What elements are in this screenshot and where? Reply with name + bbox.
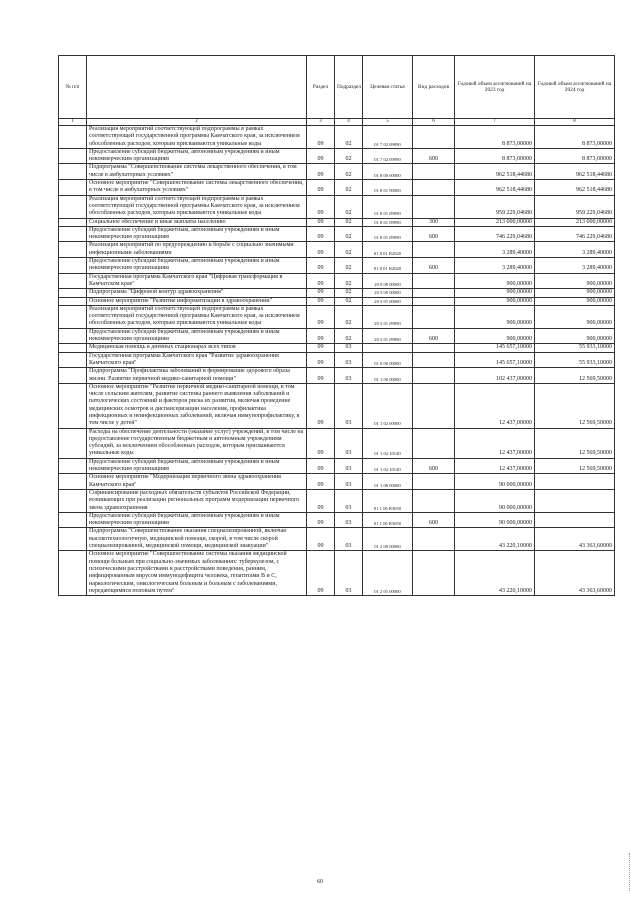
table-row (59, 528, 615, 551)
cell-target: 01 1 02 00000 (363, 383, 413, 428)
cell-name: Предоставление субсидий бюджетным, автономным учреждениям и иным некоммерческим организациям (87, 148, 307, 164)
cell-num (59, 383, 87, 428)
table-row (59, 195, 615, 218)
cell-target: 01 0 00 00000 (363, 352, 413, 368)
cell-vol2024: 8 873,00000 (535, 126, 615, 149)
cell-vid: 600 (413, 512, 455, 528)
cell-vid (413, 195, 455, 218)
cell-name: Расходы на обеспечение деятельности (оказание услуг) учреждений, в том числе на предоставление государственным бюджетным и автономным учреждениям субсидий, за исключением обособленных расходов, которым присваиваются уникальные коды (87, 428, 307, 458)
cell-podrazdel: 02 (335, 180, 363, 196)
cell-podrazdel: 02 (335, 226, 363, 242)
cell-vid (413, 474, 455, 490)
table-header (59, 56, 615, 126)
cell-vol2023: 12 437,00000 (455, 383, 535, 428)
cell-target: 01 1 06 R3650 (363, 489, 413, 512)
table-row (59, 218, 615, 226)
cell-num (59, 297, 87, 305)
cell-vol2023: 12 437,00000 (455, 458, 535, 474)
cell-vid (413, 305, 455, 328)
cell-vol2023: 213 000,00000 (455, 218, 535, 226)
cell-razdel: 09 (307, 218, 335, 226)
col-number: 2 (87, 119, 307, 126)
cell-vol2024: 43 363,60000 (535, 528, 615, 551)
cell-vid (413, 164, 455, 180)
col-number: 6 (413, 119, 455, 126)
cell-name: Реализация мероприятий по предупреждению и борьбе с социально значимыми инфекционными заболеваниями (87, 242, 307, 258)
cell-razdel: 09 (307, 528, 335, 551)
table-row (59, 226, 615, 242)
cell-razdel: 09 (307, 551, 335, 596)
cell-num (59, 528, 87, 551)
cell-target: 01 8 01 09990 (363, 195, 413, 218)
cell-name: Реализация мероприятий соответствующей подпрограммы в рамках соответствующей государственной программы Камчатского края, за исключением обособленных расходов, которым присваиваются уникальные коды (87, 126, 307, 149)
cell-vol2023: 90 000,00000 (455, 512, 535, 528)
cell-podrazdel: 03 (335, 474, 363, 490)
cell-podrazdel: 02 (335, 218, 363, 226)
cell-num (59, 474, 87, 490)
cell-name: Предоставление субсидий бюджетным, автономным учреждениям и иным некоммерческим организациям (87, 328, 307, 344)
table-row (59, 297, 615, 305)
cell-vol2023: 962 518,44680 (455, 180, 535, 196)
cell-razdel: 09 (307, 352, 335, 368)
cell-vid (413, 297, 455, 305)
cell-vid: 600 (413, 458, 455, 474)
cell-name: Основное мероприятие "Совершенствование системы оказания медицинской помощи больным при социально-значимых заболеваниях: туберкулезом, с психическими расстройствами и расстройствами поведения, ранним, инфицированным вирусом иммунодефицита человека, гепатитами В и С, наркологическим, онкологическим больным и больным с заболеваниями, передающимися половым путем" (87, 551, 307, 596)
table-row (59, 328, 615, 344)
cell-vol2024: 900,00000 (535, 273, 615, 289)
cell-vid (413, 180, 455, 196)
table-row (59, 551, 615, 596)
table-row (59, 148, 615, 164)
table-row (59, 242, 615, 258)
cell-razdel: 09 (307, 428, 335, 458)
cell-vid (413, 383, 455, 428)
cell-podrazdel: 02 (335, 195, 363, 218)
cell-vol2024: 900,00000 (535, 289, 615, 297)
cell-podrazdel: 03 (335, 528, 363, 551)
cell-vid (413, 489, 455, 512)
cell-target: 01 1 02 10140 (363, 428, 413, 458)
col-vid: Вид расходов (413, 56, 455, 119)
cell-vol2023: 8 873,00000 (455, 148, 535, 164)
table-row (59, 164, 615, 180)
cell-name: Предоставление субсидий бюджетным, автономным учреждениям и иным некоммерческим организациям (87, 258, 307, 274)
cell-vol2024: 12 569,50000 (535, 428, 615, 458)
cell-vid (413, 528, 455, 551)
cell-name: Основное мероприятие "Совершенствование системы лекарственного обеспечения, в том числе в амбулаторных условиях" (87, 180, 307, 196)
cell-razdel: 09 (307, 489, 335, 512)
cell-vol2024 (535, 474, 615, 490)
cell-razdel: 09 (307, 344, 335, 352)
cell-vol2024: 43 363,60000 (535, 551, 615, 596)
cell-razdel: 09 (307, 273, 335, 289)
col-number: 8 (535, 119, 615, 126)
cell-podrazdel: 02 (335, 148, 363, 164)
cell-num (59, 126, 87, 149)
table-row (59, 352, 615, 368)
budget-table-sheet (58, 55, 614, 596)
cell-podrazdel: 02 (335, 328, 363, 344)
table-row (59, 305, 615, 328)
cell-name: Основное мероприятие "Развитие первичной медико-санитарной помощи, в том числе сельским жителям, развитие системы раннего выявления заболеваний и патологических состояний и факторов риска их развития, включая проведение медицинских осмотров и диспансеризации населения, профилактика инфекционных и неинфекционных заболеваний, включая иммунопрофилактику, в том числе у детей" (87, 383, 307, 428)
cell-num (59, 148, 87, 164)
table-body (59, 126, 615, 596)
cell-podrazdel: 03 (335, 551, 363, 596)
cell-vol2023: 43 220,10000 (455, 551, 535, 596)
cell-target: 20 3 01 09990 (363, 305, 413, 328)
cell-podrazdel: 02 (335, 242, 363, 258)
cell-razdel: 09 (307, 458, 335, 474)
cell-num (59, 242, 87, 258)
cell-podrazdel: 02 (335, 273, 363, 289)
cell-razdel: 09 (307, 474, 335, 490)
cell-vol2024: 962 518,44680 (535, 180, 615, 196)
cell-target: 01 7 02 09990 (363, 148, 413, 164)
cell-name: Основное мероприятие "Модернизация первичного звена здравоохранения Камчатского края" (87, 474, 307, 490)
cell-vol2024: 8 873,00000 (535, 148, 615, 164)
cell-vol2023: 145 657,10000 (455, 344, 535, 352)
cell-vol2023: 145 657,10000 (455, 352, 535, 368)
cell-num (59, 328, 87, 344)
cell-vol2023: 102 437,00000 (455, 368, 535, 384)
cell-name: Реализация мероприятий соответствующей подпрограммы в рамках соответствующей государственной программы Камчатского края, за исключением обособленных расходов, которым присваиваются уникальные коды (87, 195, 307, 218)
cell-target (363, 344, 413, 352)
col-number: 1 (59, 119, 87, 126)
cell-razdel: 09 (307, 148, 335, 164)
cell-razdel: 09 (307, 126, 335, 149)
cell-vid (413, 551, 455, 596)
cell-vol2024: 746 229,04680 (535, 226, 615, 242)
cell-target: 01 2 01 00000 (363, 551, 413, 596)
cell-podrazdel: 03 (335, 368, 363, 384)
budget-table (58, 55, 615, 596)
cell-vid (413, 289, 455, 297)
cell-razdel: 09 (307, 195, 335, 218)
cell-target: 20 0 00 00000 (363, 273, 413, 289)
cell-num (59, 273, 87, 289)
cell-vid (413, 126, 455, 149)
cell-vol2024: 900,00000 (535, 328, 615, 344)
cell-name: Софинансирование расходных обязательств субъектов Российской Федерации, возникающих при реализации региональных программ модернизации первичного звена здравоохранения (87, 489, 307, 512)
cell-num (59, 352, 87, 368)
cell-target: 20 3 01 00000 (363, 297, 413, 305)
cell-num (59, 195, 87, 218)
cell-vol2023: 8 873,00000 (455, 126, 535, 149)
cell-name: Подпрограмма "Цифровой контур здравоохранения" (87, 289, 307, 297)
cell-razdel: 09 (307, 258, 335, 274)
cell-vid (413, 368, 455, 384)
cell-vol2024: 12 569,50000 (535, 383, 615, 428)
table-row (59, 273, 615, 289)
table-row (59, 126, 615, 149)
col-number: 5 (363, 119, 413, 126)
cell-vol2023: 900,00000 (455, 289, 535, 297)
col-number: 3 (307, 119, 335, 126)
col-number: 4 (335, 119, 363, 126)
cell-target: 01 8 00 00000 (363, 164, 413, 180)
cell-podrazdel: 03 (335, 512, 363, 528)
cell-vid: 600 (413, 328, 455, 344)
cell-target: 01 1 00 00000 (363, 368, 413, 384)
cell-name: Подпрограмма "Совершенствование системы лекарственного обеспечения, в том числе в амбулаторных условиях" (87, 164, 307, 180)
cell-razdel: 09 (307, 242, 335, 258)
cell-vol2023: 90 000,00000 (455, 474, 535, 490)
cell-target: 01 2 00 00000 (363, 528, 413, 551)
cell-target: 01 8 01 R2020 (363, 258, 413, 274)
cell-num (59, 551, 87, 596)
cell-target: 01 1 06 00000 (363, 474, 413, 490)
cell-vid: 600 (413, 258, 455, 274)
cell-vol2023: 12 437,00000 (455, 428, 535, 458)
cell-vol2024: 3 289,40000 (535, 258, 615, 274)
cell-vol2024: 900,00000 (535, 305, 615, 328)
cell-name: Предоставление субсидий бюджетным, автономным учреждениям и иным некоммерческим организациям (87, 226, 307, 242)
cell-vol2023: 90 000,00000 (455, 489, 535, 512)
cell-vid: 600 (413, 148, 455, 164)
cell-target: 01 8 01 00000 (363, 180, 413, 196)
cell-num (59, 289, 87, 297)
col-name (87, 56, 307, 119)
cell-name: Предоставление субсидий бюджетным, автономным учреждениям и иным некоммерческим организациям (87, 512, 307, 528)
cell-razdel: 09 (307, 226, 335, 242)
cell-vol2024: 959 229,04680 (535, 195, 615, 218)
cell-name: Государственная программа Камчатского края "Цифровая трансформация в Камчатском крае" (87, 273, 307, 289)
cell-num (59, 368, 87, 384)
col-vol2024: Годовой объем ассигнований на 2024 год (535, 56, 615, 119)
cell-podrazdel: 02 (335, 305, 363, 328)
table-row (59, 383, 615, 428)
cell-num (59, 512, 87, 528)
cell-name: Предоставление субсидий бюджетным, автономным учреждениям и иным некоммерческим организациям (87, 458, 307, 474)
cell-vol2024: 55 933,10000 (535, 344, 615, 352)
cell-vid: 600 (413, 226, 455, 242)
cell-target: 01 8 01 R2020 (363, 242, 413, 258)
page-number: 60 (317, 879, 323, 885)
cell-podrazdel: 03 (335, 383, 363, 428)
cell-num (59, 218, 87, 226)
table-row (59, 289, 615, 297)
cell-target: 20 3 00 00000 (363, 289, 413, 297)
cell-vol2024 (535, 512, 615, 528)
table-row (59, 258, 615, 274)
cell-vol2023: 959 229,04680 (455, 195, 535, 218)
cell-vol2024: 12 569,50000 (535, 458, 615, 474)
cell-razdel: 09 (307, 328, 335, 344)
cell-name: Социальное обеспечение и иные выплаты населению (87, 218, 307, 226)
table-row (59, 458, 615, 474)
table-row (59, 344, 615, 352)
cell-vid (413, 242, 455, 258)
cell-vol2024: 962 518,44680 (535, 164, 615, 180)
cell-vol2023: 900,00000 (455, 305, 535, 328)
col-razdel: Раздел (307, 56, 335, 119)
cell-razdel: 09 (307, 164, 335, 180)
table-row (59, 180, 615, 196)
cell-vol2024: 12 569,50000 (535, 368, 615, 384)
cell-podrazdel: 02 (335, 297, 363, 305)
cell-vol2023: 900,00000 (455, 273, 535, 289)
edge-scan-mark (629, 853, 635, 891)
cell-podrazdel: 02 (335, 164, 363, 180)
cell-num (59, 428, 87, 458)
cell-target: 01 7 02 09990 (363, 126, 413, 149)
cell-vid (413, 352, 455, 368)
cell-razdel: 09 (307, 180, 335, 196)
cell-name: Подпрограмма "Совершенствование оказания специализированной, включая высокотехнологичную, медицинской помощи, скорой, в том числе скорой специализированной, медицинской помощи, медицинской эвакуации" (87, 528, 307, 551)
cell-vid (413, 428, 455, 458)
col-target: Целевая статья (363, 56, 413, 119)
cell-razdel: 09 (307, 289, 335, 297)
table-row (59, 489, 615, 512)
cell-num (59, 180, 87, 196)
cell-vol2024: 900,00000 (535, 297, 615, 305)
cell-num (59, 258, 87, 274)
cell-razdel: 09 (307, 297, 335, 305)
cell-target: 20 3 01 09990 (363, 328, 413, 344)
cell-vid: 300 (413, 218, 455, 226)
column-numbers-row (59, 119, 615, 126)
cell-name: Государственная программа Камчатского края "Развитие здравоохранения Камчатского края" (87, 352, 307, 368)
cell-vol2023: 962 518,44680 (455, 164, 535, 180)
cell-vol2024: 3 289,40000 (535, 242, 615, 258)
cell-name: Подпрограмма "Профилактика заболеваний и формирование здорового образа жизни. Развитие первичной медико-санитарной помощи" (87, 368, 307, 384)
cell-podrazdel: 03 (335, 352, 363, 368)
col-podrazdel: Подраздел (335, 56, 363, 119)
cell-vol2023: 900,00000 (455, 297, 535, 305)
cell-name: Реализация мероприятий соответствующей подпрограммы в рамках соответствующей государственной программы Камчатского края, за исключением обособленных расходов, которым присваиваются уникальные коды (87, 305, 307, 328)
cell-vol2024: 213 000,00000 (535, 218, 615, 226)
table-row (59, 512, 615, 528)
cell-num (59, 489, 87, 512)
cell-podrazdel: 02 (335, 258, 363, 274)
cell-num (59, 164, 87, 180)
cell-podrazdel: 03 (335, 344, 363, 352)
cell-podrazdel: 03 (335, 458, 363, 474)
cell-podrazdel: 02 (335, 289, 363, 297)
cell-target: 01 8 01 09990 (363, 226, 413, 242)
cell-vol2024: 55 933,10000 (535, 352, 615, 368)
cell-razdel: 09 (307, 383, 335, 428)
cell-vid (413, 273, 455, 289)
col-num: № п/п (59, 56, 87, 119)
cell-target: 01 8 01 09990 (363, 218, 413, 226)
cell-vol2023: 3 289,40000 (455, 242, 535, 258)
table-row (59, 428, 615, 458)
cell-num (59, 305, 87, 328)
cell-vid (413, 344, 455, 352)
cell-podrazdel: 03 (335, 428, 363, 458)
cell-vol2024 (535, 489, 615, 512)
table-row (59, 368, 615, 384)
cell-razdel: 09 (307, 368, 335, 384)
cell-razdel: 09 (307, 305, 335, 328)
cell-podrazdel: 02 (335, 126, 363, 149)
cell-vol2023: 43 220,10000 (455, 528, 535, 551)
cell-num (59, 226, 87, 242)
cell-name: Медицинская помощь в дневных стационарах всех типов (87, 344, 307, 352)
cell-num (59, 344, 87, 352)
table-row (59, 474, 615, 490)
cell-vol2023: 3 289,40000 (455, 258, 535, 274)
cell-num (59, 458, 87, 474)
cell-vol2023: 746 229,04680 (455, 226, 535, 242)
cell-vol2023: 900,00000 (455, 328, 535, 344)
cell-podrazdel: 03 (335, 489, 363, 512)
cell-razdel: 09 (307, 512, 335, 528)
col-vol2023: Годовой объем ассигнований на 2023 год (455, 56, 535, 119)
cell-target: 01 1 02 10140 (363, 458, 413, 474)
cell-target: 01 1 06 R3650 (363, 512, 413, 528)
cell-name: Основное мероприятие "Развитие информатизации в здравоохранении" (87, 297, 307, 305)
col-number: 7 (455, 119, 535, 126)
